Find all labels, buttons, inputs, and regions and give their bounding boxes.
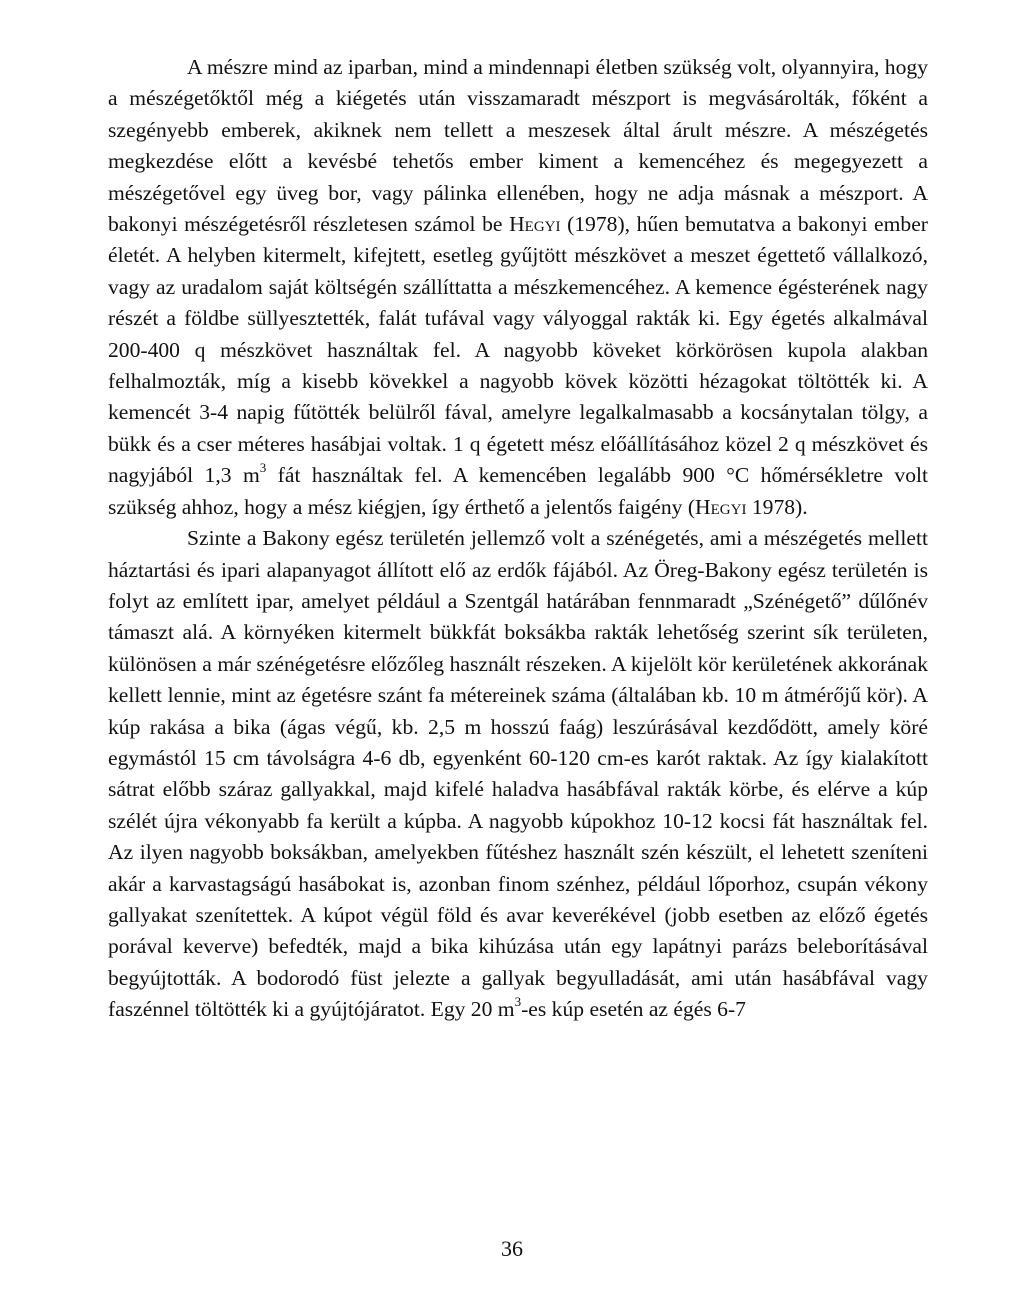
sentence: fát használtak fel.	[266, 463, 443, 488]
author-name: Hegyi	[509, 212, 561, 237]
sentence: A nagyobb kúpokhoz 10-12 kocsi fát használtak fel.	[467, 808, 928, 833]
sentence: A bakonyi mészégetésről részletesen számol be	[108, 180, 928, 237]
sentence: A mészre mind az iparban, mind a mindennapi életben szükség volt, olyannyira, hogy a mészégetőktől még a kiégetés után visszamaradt mészport is megvásárolták, főként a szegényebb emberek, akiknek nem tellett a meszesek által árult mészre.	[108, 55, 928, 142]
superscript: 3	[514, 994, 522, 1009]
sentence: Az így kialakított sátrat előbb száraz gallyakkal, majd kifelé haladva hasábfával rakták körbe, és elérve a kúp szélét újra vékonyabb fa került a kúpba.	[108, 745, 929, 833]
paragraph-limekilns	[108, 52, 928, 523]
sentence: A nagyobb köveket körkörösen kupola alakban felhalmozták, míg a kisebb kövekkel a nagyobb kövek közötti hézagokat töltötték ki.	[108, 337, 928, 394]
sentence: A mészégetés megkezdése előtt a kevésbé tehetős ember kiment a kemencéhez és megegyezett a mészégetővel egy üveg bor, vagy pálinka ellenében, hogy ne adja másnak a mészport.	[108, 117, 928, 205]
sentence: Az ilyen nagyobb boksákban, amelyekben fűtéshez használt szén készült, el lehetett szeníteni akár a karvastagságú hasábokat is, azonban finom szénhez, például lőporhoz, csupán vékony gallyakat szenítettek.	[108, 840, 928, 927]
sentence: A kúp rakása a bika (ágas végű, kb. 2,5 m hosszú faág) leszúrásával kezdődött, amely köré egymástól 15 cm távolságra 4-6 db, egyenként 60-120 cm-es karót raktak.	[108, 683, 928, 770]
sentence: Egy égetés alkalmával 200-400 q mészkövet használtak fel.	[108, 306, 928, 362]
sentence: A kemencét 3-4 napig fűtötték belülről fával, amelyre legalkalmasabb a kocsánytalan tölgy, a bükk és a cser méteres hasábjai voltak.	[108, 369, 928, 456]
sentence: Szinte a Bakony egész területén jellemző volt a szénégetés, ami a mészégetés mellett háztartási és ipari alapanyagot állított elő az erdők fájából.	[108, 526, 928, 582]
sentence: (1978), hűen bemutatva a bakonyi ember életét.	[108, 212, 928, 268]
sentence: A kúpot végül föld és avar keverékével (jobb esetben az előző égetés porával keverve) befedték, majd a bika kihúzása után egy lapátnyi parázs beleborításával begyújtották.	[108, 902, 928, 990]
sentence: A kemence égésterének nagy részét a földbe süllyesztették, falát tufával vagy vályoggal rakták ki.	[108, 274, 928, 331]
sentence: Az Öreg-Bakony egész területén is folyt az említett ipar, amelyet például a Szentgál határában fennmaradt „Szénégető” dűlőnév támaszt alá.	[108, 557, 928, 645]
sentence: A környéken kitermelt bükkfát boksákba rakták lehetőség szerint sík területen, különösen a már szénégetésre előzőleg használt részeken.	[108, 620, 928, 676]
sentence: A helyben kitermelt, kifejtett, esetleg gyűjtött mészkövet a meszet égettető vállalkozó, vagy az uradalom saját költségén szállíttatta a mészkemencéhez.	[108, 243, 928, 299]
sentence: A bodorodó füst jelezte a gallyak begyulladását, ami után hasábfával vagy faszénnel töltötték ki a gyújtójáratot.	[108, 965, 928, 1022]
sentence: -es kúp esetén az égés 6-7	[521, 997, 746, 1022]
sentence: A kemencében legalább 900 °C hőmérsékletre volt szükség ahhoz, hogy a mész kiégjen, így érthető a jelentős faigény (	[108, 463, 928, 519]
page-body	[108, 52, 928, 1026]
sentence: 1978).	[746, 494, 808, 519]
paragraph-charcoal	[108, 523, 928, 1026]
sentence: 1 q égetett mész előállításához közel 2 q mészkövet és nagyjából 1,3 m	[108, 431, 929, 488]
sentence: A kijelölt kör kerületének akkorának kellett lennie, mint az égetésre szánt fa métereinek száma (általában kb. 10 m átmérőjű kör).	[108, 651, 928, 708]
author-name: Hegyi	[695, 494, 747, 519]
sentence: Egy 20 m	[430, 997, 515, 1022]
superscript: 3	[259, 460, 267, 476]
page-number: 36	[501, 1236, 523, 1261]
